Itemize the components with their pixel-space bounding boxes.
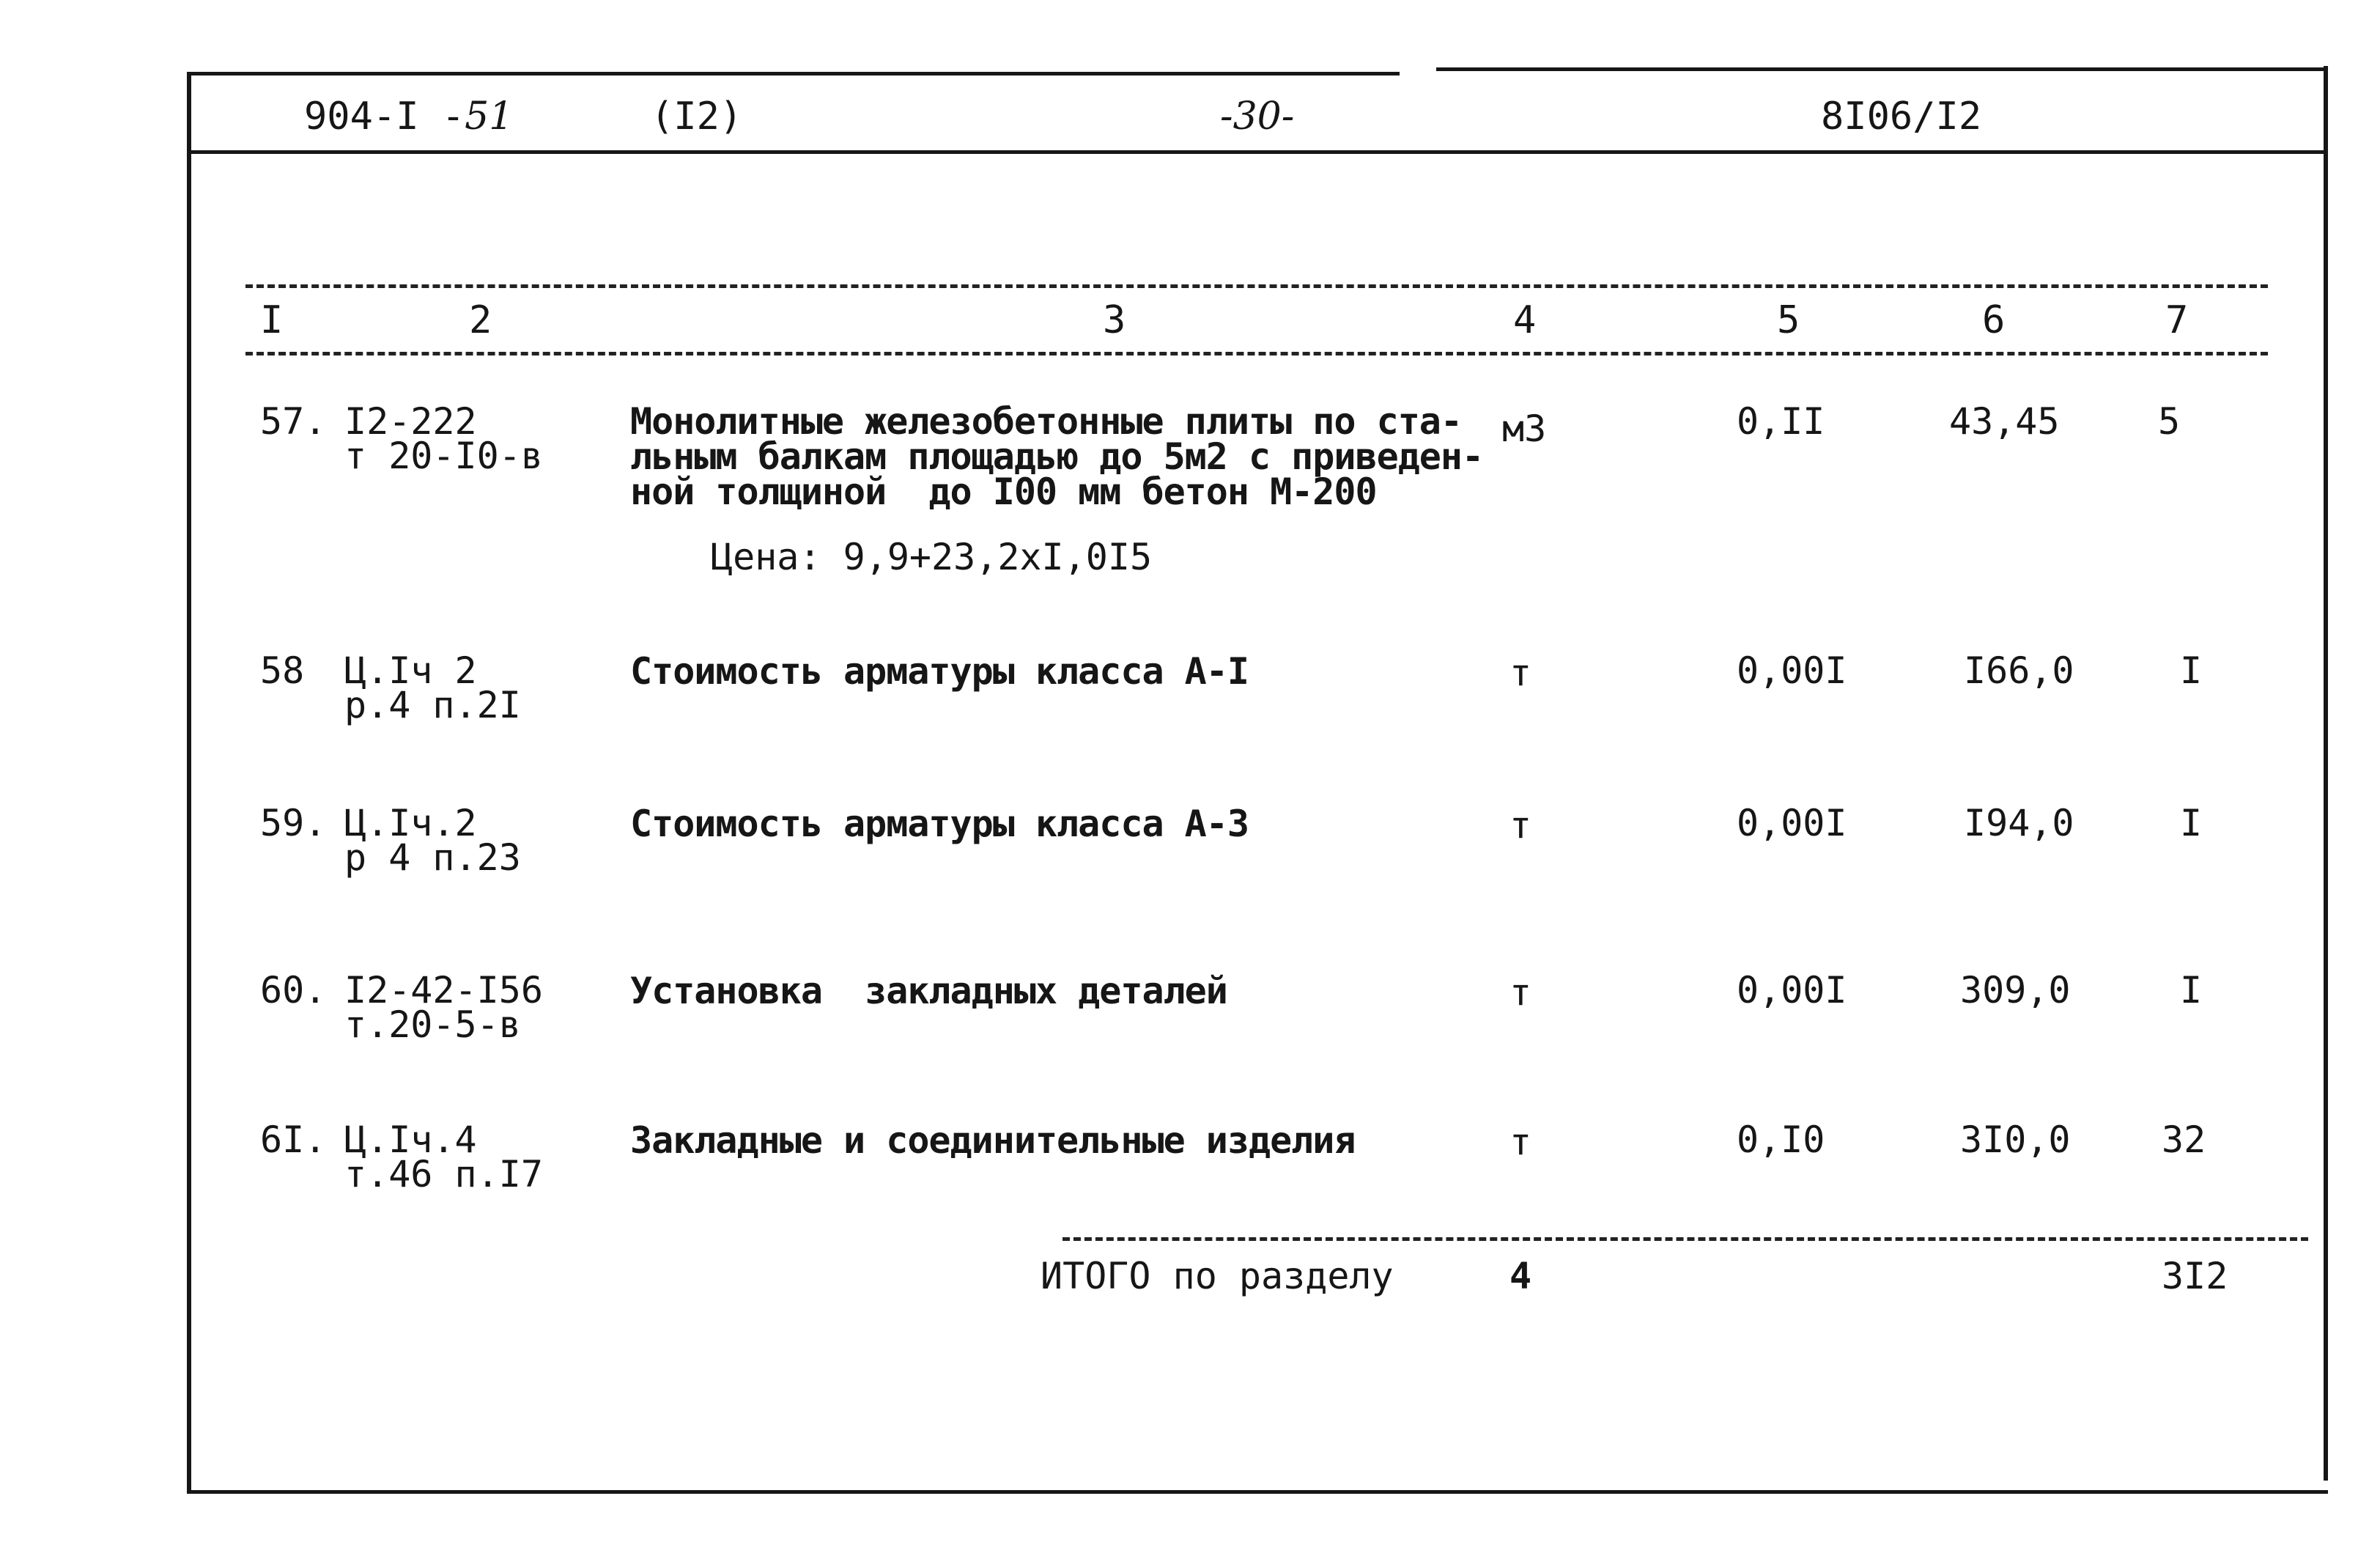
row-code-line2: т.20-5-в <box>344 1003 521 1046</box>
column-header-7: 7 <box>2165 298 2189 342</box>
column-header-3: 3 <box>1103 298 1126 342</box>
row-title-line1: Стоимость арматуры класса А-I <box>630 650 1249 693</box>
row-number: 6I. <box>260 1118 327 1161</box>
row-code-line1: Ц.Iч.4 <box>344 1118 477 1161</box>
column-header-6: 6 <box>1982 298 2006 342</box>
row-quantity: 0,00I <box>1737 649 1847 692</box>
row-number: 59. <box>260 802 327 844</box>
header-divider <box>187 150 2328 154</box>
row-quantity: 0,II <box>1737 400 1825 443</box>
column-header-5: 5 <box>1777 298 1800 342</box>
column-header-4: 4 <box>1513 298 1537 342</box>
row-unit-price: I66,0 <box>1964 649 2074 692</box>
row-code-line2: р.4 п.2I <box>344 684 521 726</box>
row-unit-price: I94,0 <box>1964 802 2074 844</box>
frame-bottom-border <box>187 1490 2328 1494</box>
row-unit: т <box>1509 652 1532 694</box>
row-unit: т <box>1509 1121 1532 1163</box>
row-code-line2: т 20-I0-в <box>344 435 543 477</box>
column-header-bottom-rule <box>245 352 2268 355</box>
row-price-note: Цена: 9,9+23,2хI,0I5 <box>711 536 1153 578</box>
frame-top-border-right <box>1436 67 2328 71</box>
row-unit-price: 43,45 <box>1949 400 2060 443</box>
column-header-1: I <box>260 298 284 342</box>
row-title-line1: Стоимость арматуры класса А-3 <box>630 803 1249 845</box>
frame-right-border <box>2324 66 2328 1481</box>
row-code-line1: I2-222 <box>344 400 477 443</box>
row-unit-price: 309,0 <box>1960 969 2071 1011</box>
row-quantity: 0,00I <box>1737 802 1847 844</box>
project-code-prefix: 904-I - <box>304 95 465 139</box>
row-cost: I <box>2180 802 2203 844</box>
row-quantity: 0,00I <box>1737 969 1847 1011</box>
row-title-line1: Монолитные железобетонные плиты по ста- <box>630 400 1462 443</box>
frame-left-border <box>187 72 191 1494</box>
project-code-suffix: 51 <box>465 95 514 139</box>
project-code <box>304 95 514 139</box>
row-code-line1: Ц.Iч.2 <box>344 802 477 844</box>
row-number: 58 <box>260 649 305 692</box>
row-cost: 32 <box>2162 1118 2206 1161</box>
row-unit-price: 3I0,0 <box>1960 1118 2071 1161</box>
total-label: ИТОГО по разделу <box>1041 1255 1394 1297</box>
document-code: 8I06/I2 <box>1821 95 1982 139</box>
frame-top-border <box>187 72 1400 75</box>
row-code-line1: I2-42-I56 <box>344 969 543 1011</box>
page-number: -30- <box>1220 95 1295 139</box>
row-unit: м3 <box>1502 408 1547 450</box>
row-title-line1: Закладные и соединительные изделия <box>630 1119 1356 1162</box>
column-header-top-rule <box>245 284 2268 288</box>
row-code-line2: т.46 п.I7 <box>344 1153 543 1195</box>
row-title-line1: Установка закладных деталей <box>630 970 1227 1012</box>
row-cost: I <box>2180 649 2203 692</box>
row-cost: I <box>2180 969 2203 1011</box>
row-number: 57. <box>260 400 327 443</box>
column-header-2: 2 <box>469 298 492 342</box>
total-rule <box>1062 1237 2308 1241</box>
row-title-line3: ной толщиной до I00 мм бетон М-200 <box>630 471 1377 513</box>
album-number: (I2) <box>651 95 743 139</box>
row-unit: т <box>1509 804 1532 847</box>
total-unit-column: 4 <box>1509 1255 1532 1297</box>
row-title-line2: льным балкам площадью до 5м2 с приведен- <box>630 435 1484 478</box>
row-cost: 5 <box>2158 400 2181 443</box>
total-cost: 3I2 <box>2162 1255 2228 1297</box>
row-code-line2: р 4 п.23 <box>344 836 521 879</box>
row-code-line1: Ц.Iч 2 <box>344 649 477 692</box>
row-unit: т <box>1509 971 1532 1014</box>
row-quantity: 0,I0 <box>1737 1118 1825 1161</box>
row-number: 60. <box>260 969 327 1011</box>
